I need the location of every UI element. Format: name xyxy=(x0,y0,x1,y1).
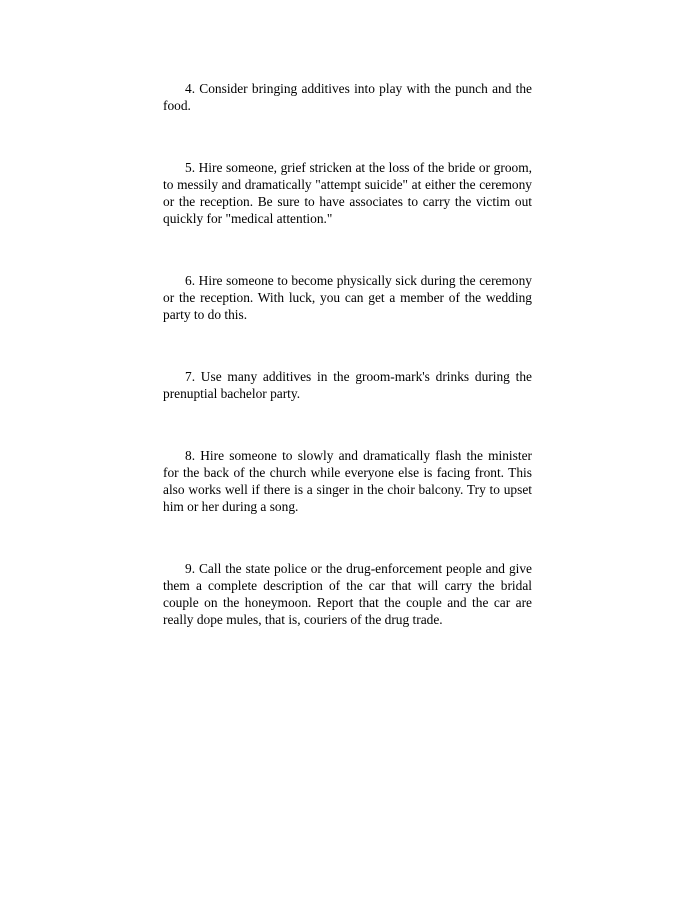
page-content xyxy=(163,80,532,673)
list-item-7: 7. Use many additives in the groom-mark's drinks during the prenuptial bachelor party. xyxy=(163,369,532,401)
list-item-9: 9. Call the state police or the drug-enforcement people and give them a complete description of the car that will carry the bridal couple on the honeymoon. Report that the couple and the car are really dope mules, that is, couriers of the drug trade. xyxy=(163,561,532,627)
list-item-4: 4. Consider bringing additives into play with the punch and the food. xyxy=(163,81,532,113)
list-item-6: 6. Hire someone to become physically sick during the ceremony or the reception. With luck, you can get a member of the wedding party to do this. xyxy=(163,273,532,322)
list-item-5: 5. Hire someone, grief stricken at the loss of the bride or groom, to messily and dramatically "attempt suicide" at either the ceremony or the reception. Be sure to have associates to carry the victim out quickly for "medical attention." xyxy=(163,160,532,226)
list-item-8: 8. Hire someone to slowly and dramatically flash the minister for the back of the church while everyone else is facing front. This also works well if there is a singer in the choir balcony. Try to upset him or her during a song. xyxy=(163,448,532,514)
